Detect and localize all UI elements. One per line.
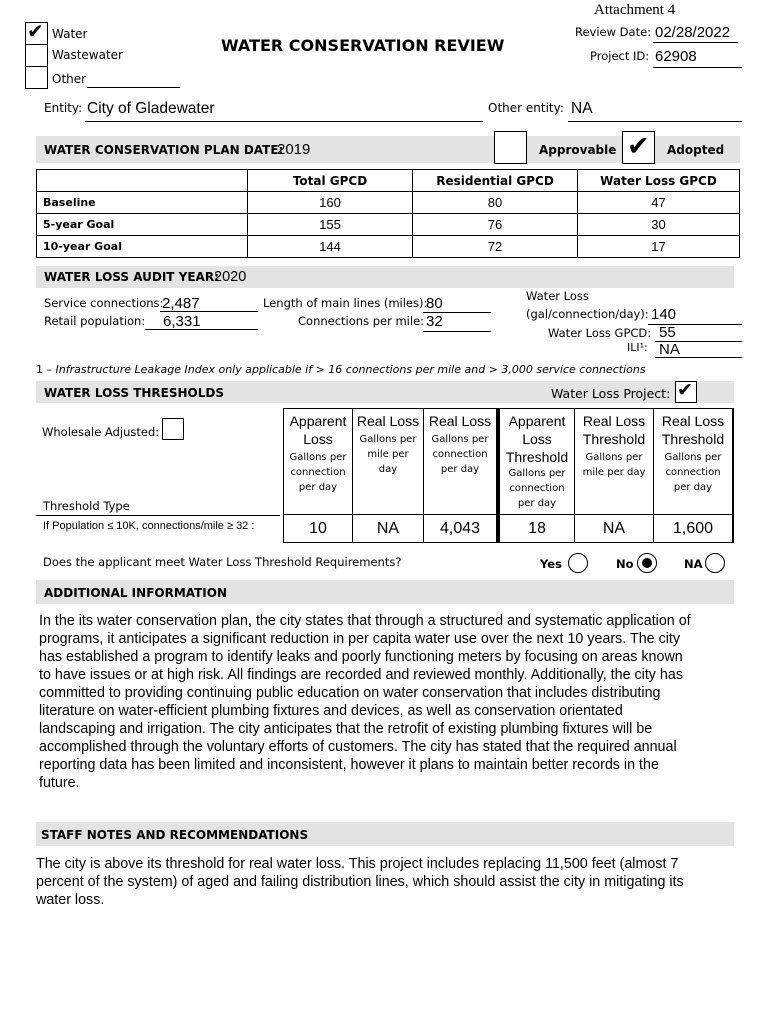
real-loss-mile-unit-3: day xyxy=(378,464,398,475)
entity-label: Entity: xyxy=(44,101,83,115)
five-year-residential[interactable]: 76 xyxy=(413,214,578,236)
real-loss-mile-value[interactable]: NA xyxy=(353,514,423,542)
answer-na-label: NA xyxy=(684,557,703,571)
threshold-row-label: If Population ≤ 10K, connections/mile ≥ 32 : xyxy=(43,520,255,532)
adopted-label: Adopted xyxy=(667,143,725,157)
apparent-loss-threshold-unit-1: Gallons per xyxy=(508,468,566,479)
answer-no-label: No xyxy=(616,557,634,571)
real-loss-threshold-connection-unit-1: Gallons per xyxy=(664,452,722,463)
review-date-line xyxy=(653,27,738,43)
main-lines-value[interactable]: 80 xyxy=(426,295,443,312)
five-year-goal-label: 5-year Goal xyxy=(37,214,248,236)
real-loss-connection-title: Real Loss xyxy=(428,413,492,429)
baseline-residential[interactable]: 80 xyxy=(413,192,578,214)
answer-yes-label: Yes xyxy=(540,557,562,571)
baseline-label: Baseline xyxy=(37,192,248,214)
real-loss-threshold-connection-value[interactable]: 1,600 xyxy=(654,514,732,542)
water-option-label: Water xyxy=(52,27,88,41)
attachment-label: Attachment 4 xyxy=(594,2,676,18)
ten-year-residential[interactable]: 72 xyxy=(413,236,578,258)
additional-line: landscaping and irrigation. The city anticipates that the retrofit of existing plumbing fixtures will be xyxy=(39,721,653,737)
service-connections-value[interactable]: 2,487 xyxy=(162,295,200,312)
other-checkbox[interactable] xyxy=(25,66,48,89)
review-date-value[interactable]: 02/28/2022 xyxy=(655,24,731,41)
approvable-checkbox[interactable] xyxy=(494,131,527,164)
other-entity-label: Other entity: xyxy=(488,101,564,115)
real-loss-mile-title: Real Loss xyxy=(356,413,420,429)
gpcd-table xyxy=(36,169,740,258)
ili-footnote xyxy=(36,363,646,376)
ili-footnote-number: 1 – xyxy=(36,363,56,376)
ili-line xyxy=(655,342,742,358)
real-loss-threshold-mile-unit-1: Gallons per xyxy=(585,452,643,463)
service-connections-label: Service connections: xyxy=(44,296,164,310)
additional-line: In the its water conservation plan, the city states that through a structured and systematic application of xyxy=(39,613,691,629)
apparent-loss-value[interactable]: 10 xyxy=(284,514,352,542)
apparent-loss-threshold-title-3: Threshold xyxy=(505,449,569,465)
apparent-loss-threshold-unit-2: connection xyxy=(509,483,565,494)
additional-info-text xyxy=(39,612,739,792)
real-loss-connection-column xyxy=(424,408,497,543)
review-date-label: Review Date: xyxy=(575,25,652,39)
water-loss-label-2: (gal/connection/day): xyxy=(526,307,649,321)
additional-line: committed to providing continuing public education on water conservation that includes distributing xyxy=(39,685,661,701)
staff-line: The city is above its threshold for real water loss. This project includes replacing 11,500 feet (almost 7 xyxy=(36,856,679,872)
threshold-type-label: Threshold Type xyxy=(43,499,130,513)
apparent-loss-threshold-title-2: Loss xyxy=(522,431,552,447)
total-gpcd-header: Total GPCD xyxy=(248,170,413,192)
residential-gpcd-header: Residential GPCD xyxy=(413,170,578,192)
additional-line: future. xyxy=(39,775,80,791)
apparent-loss-unit-2: connection xyxy=(290,467,346,478)
page-title: WATER CONSERVATION REVIEW xyxy=(221,36,505,55)
real-loss-threshold-connection-column xyxy=(654,408,734,543)
answer-no-selected-dot xyxy=(642,558,652,568)
entity-line xyxy=(85,106,483,122)
real-loss-threshold-connection-unit-2: connection xyxy=(665,467,721,478)
water-loss-project-check-icon: ✔ xyxy=(677,379,693,401)
threshold-type-rule xyxy=(36,515,280,516)
water-loss-value[interactable]: 140 xyxy=(651,306,677,323)
plan-date-label: WATER CONSERVATION PLAN DATE: xyxy=(44,143,284,157)
retail-population-label: Retail population: xyxy=(44,314,146,328)
service-connections-line xyxy=(160,296,258,312)
entity-value[interactable]: City of Gladewater xyxy=(87,100,215,117)
wastewater-option-label: Wastewater xyxy=(52,48,123,62)
real-loss-mile-unit-1: Gallons per xyxy=(359,434,417,445)
other-line xyxy=(87,72,180,88)
real-loss-mile-column xyxy=(353,408,424,543)
wastewater-checkbox[interactable] xyxy=(25,44,48,67)
apparent-loss-column xyxy=(283,408,353,543)
water-loss-label-1: Water Loss xyxy=(526,289,589,303)
other-entity-value[interactable]: NA xyxy=(571,100,593,117)
five-year-total[interactable]: 155 xyxy=(248,214,413,236)
baseline-total[interactable]: 160 xyxy=(248,192,413,214)
wholesale-adjusted-label: Wholesale Adjusted: xyxy=(42,425,160,439)
ili-value[interactable]: NA xyxy=(659,341,680,358)
answer-yes-radio[interactable] xyxy=(568,553,588,573)
threshold-question: Does the applicant meet Water Loss Threshold Requirements? xyxy=(43,555,402,569)
audit-year-value[interactable]: 2020 xyxy=(214,269,247,285)
additional-line: literature on water-efficient plumbing fixtures and devices, as well as conservation orientated xyxy=(39,703,623,719)
ten-year-total[interactable]: 144 xyxy=(248,236,413,258)
staff-line: water loss. xyxy=(36,892,105,908)
real-loss-threshold-mile-column xyxy=(575,408,654,543)
ili-label: ILI¹: xyxy=(627,341,648,354)
retail-population-line xyxy=(145,314,258,330)
audit-year-label: WATER LOSS AUDIT YEAR: xyxy=(44,270,219,284)
table-row xyxy=(37,236,740,258)
main-lines-label: Length of main lines (miles): xyxy=(263,296,428,310)
connections-per-mile-label: Connections per mile: xyxy=(298,314,425,328)
connections-per-mile-line xyxy=(423,316,491,332)
real-loss-threshold-mile-value[interactable]: NA xyxy=(575,514,653,542)
real-loss-threshold-mile-title: Real Loss xyxy=(582,413,646,429)
main-lines-line xyxy=(423,297,491,313)
water-loss-line xyxy=(648,309,742,325)
water-check-icon: ✔ xyxy=(27,19,44,43)
apparent-loss-threshold-column xyxy=(497,408,575,543)
additional-info-title: ADDITIONAL INFORMATION xyxy=(44,586,228,600)
ili-footnote-text: Infrastructure Leakage Index only applicable if > 16 connections per mile and > 3,000 service connections xyxy=(55,363,646,376)
connections-per-mile-value[interactable]: 32 xyxy=(426,313,443,330)
real-loss-threshold-mile-title-2: Threshold xyxy=(582,431,646,447)
real-loss-mile-unit-2: mile per xyxy=(367,449,409,460)
ten-year-goal-label: 10-year Goal xyxy=(37,236,248,258)
real-loss-threshold-connection-unit-3: per day xyxy=(673,482,713,493)
baseline-water-loss[interactable]: 47 xyxy=(578,192,740,214)
water-loss-gpcd-header: Water Loss GPCD xyxy=(578,170,740,192)
additional-line: programs, it anticipates a significant reduction in per capita water use over the next 10 years. The city xyxy=(39,631,681,647)
water-loss-gpcd-line xyxy=(655,326,742,342)
real-loss-connection-unit-3: per day xyxy=(440,464,480,475)
water-loss-gpcd-value[interactable]: 55 xyxy=(659,324,676,341)
real-loss-connection-value[interactable]: 4,043 xyxy=(424,514,496,542)
other-entity-line xyxy=(568,106,742,122)
wholesale-adjusted-checkbox[interactable] xyxy=(162,418,184,440)
apparent-loss-unit-1: Gallons per xyxy=(289,452,347,463)
other-option-label: Other xyxy=(52,72,87,86)
thresholds-title: WATER LOSS THRESHOLDS xyxy=(44,386,224,400)
water-loss-project-label: Water Loss Project: xyxy=(551,386,671,401)
five-year-water-loss[interactable]: 30 xyxy=(578,214,740,236)
approvable-label: Approvable xyxy=(539,143,617,157)
gpcd-header-row xyxy=(37,170,740,192)
water-loss-gpcd-label: Water Loss GPCD: xyxy=(548,326,652,340)
project-id-line xyxy=(653,52,742,68)
apparent-loss-unit-3: per day xyxy=(298,482,338,493)
project-id-value[interactable]: 62908 xyxy=(655,48,697,65)
additional-line: accomplished through the voluntary efforts of customers. The city has stated that the required annual xyxy=(39,739,677,755)
table-row xyxy=(37,214,740,236)
additional-line: has established a program to identify leaks and poorly functioning meters by focusing on areas known xyxy=(39,649,683,665)
apparent-loss-threshold-value[interactable]: 18 xyxy=(500,514,574,542)
apparent-loss-threshold-title: Apparent xyxy=(508,413,566,429)
additional-line: to have issues or at high risk. All findings are recorded and reviewed monthly. Additionally, the city has xyxy=(39,667,683,683)
real-loss-threshold-connection-title: Real Loss xyxy=(661,413,725,429)
apparent-loss-threshold-unit-3: per day xyxy=(517,498,557,509)
apparent-loss-title: Apparent xyxy=(289,413,347,429)
gpcd-corner-cell xyxy=(37,170,248,192)
staff-line: percent of the system) of aged and failing distribution lines, which should assist the city in mitigating its xyxy=(36,874,684,890)
adopted-check-icon: ✔ xyxy=(627,131,650,162)
real-loss-connection-unit-2: connection xyxy=(432,449,488,460)
answer-no-radio[interactable] xyxy=(637,553,657,573)
table-row xyxy=(37,192,740,214)
plan-date-value[interactable]: 2019 xyxy=(277,141,311,158)
answer-na-radio[interactable] xyxy=(705,553,725,573)
additional-line: reporting data has been limited and inconsistent, however it plans to maintain better records in the xyxy=(39,757,659,773)
ten-year-water-loss[interactable]: 17 xyxy=(578,236,740,258)
staff-notes-text xyxy=(36,855,740,909)
apparent-loss-title-2: Loss xyxy=(303,431,333,447)
real-loss-threshold-mile-unit-2: mile per day xyxy=(582,467,646,478)
real-loss-connection-unit-1: Gallons per xyxy=(431,434,489,445)
retail-population-value[interactable]: 6,331 xyxy=(163,313,201,330)
staff-notes-title: STAFF NOTES AND RECOMMENDATIONS xyxy=(41,828,309,842)
real-loss-threshold-connection-title-2: Threshold xyxy=(661,431,725,447)
project-id-label: Project ID: xyxy=(590,49,650,63)
